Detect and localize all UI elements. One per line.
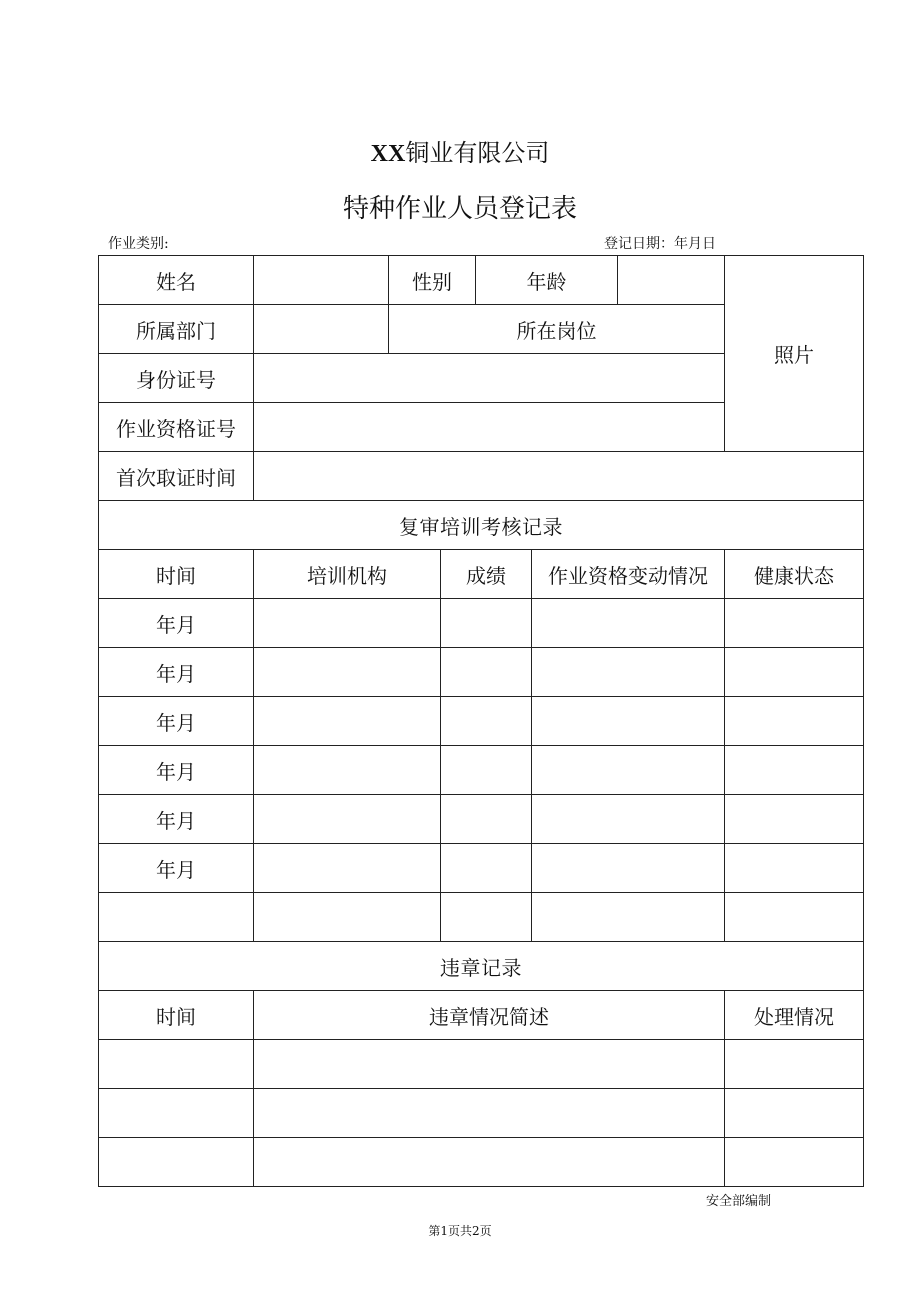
- violation-handling-cell[interactable]: [725, 1138, 864, 1187]
- training-row-date[interactable]: 年月: [99, 746, 254, 795]
- training-change-cell[interactable]: [532, 697, 725, 746]
- training-change-cell[interactable]: [532, 648, 725, 697]
- training-institution-cell[interactable]: [254, 746, 441, 795]
- training-score-cell[interactable]: [441, 795, 532, 844]
- violation-summary-cell[interactable]: [254, 1089, 725, 1138]
- training-institution-cell[interactable]: [254, 697, 441, 746]
- training-score-cell[interactable]: [441, 844, 532, 893]
- training-header-score: 成绩: [441, 550, 532, 599]
- training-institution-cell[interactable]: [254, 844, 441, 893]
- training-row-date[interactable]: 年月: [99, 599, 254, 648]
- training-health-cell[interactable]: [725, 893, 864, 942]
- gender-label: 性别: [389, 256, 476, 305]
- company-prefix: XX: [370, 141, 406, 167]
- training-institution-cell[interactable]: [254, 648, 441, 697]
- training-score-cell[interactable]: [441, 893, 532, 942]
- training-row-date[interactable]: 年月: [99, 648, 254, 697]
- name-field[interactable]: [254, 256, 389, 305]
- training-score-cell[interactable]: [441, 599, 532, 648]
- violation-handling-cell[interactable]: [725, 1089, 864, 1138]
- training-section-title: 复审培训考核记录: [99, 501, 864, 550]
- violation-summary-cell[interactable]: [254, 1040, 725, 1089]
- id-label: 身份证号: [99, 354, 254, 403]
- training-change-cell[interactable]: [532, 599, 725, 648]
- violation-row: [99, 1138, 864, 1187]
- training-institution-cell[interactable]: [254, 795, 441, 844]
- violation-header-summary: 违章情况简述: [254, 991, 725, 1040]
- compiled-by: 安全部编制: [706, 1194, 772, 1209]
- training-health-cell[interactable]: [725, 697, 864, 746]
- first-cert-label: 首次取证时间: [99, 452, 254, 501]
- training-score-cell[interactable]: [441, 648, 532, 697]
- violation-row: [99, 1040, 864, 1089]
- training-row: [99, 599, 864, 648]
- department-label: 所属部门: [99, 305, 254, 354]
- training-header-health: 健康状态: [725, 550, 864, 599]
- photo-cell[interactable]: 照片: [725, 256, 864, 452]
- training-row: [99, 893, 864, 942]
- training-row-date[interactable]: 年月: [99, 795, 254, 844]
- page-number: 第1页共2页: [428, 1224, 492, 1238]
- training-row-date[interactable]: 年月: [99, 844, 254, 893]
- training-row-date[interactable]: 年月: [99, 697, 254, 746]
- violation-time-cell[interactable]: [99, 1138, 254, 1187]
- training-health-cell[interactable]: [725, 648, 864, 697]
- training-row: [99, 795, 864, 844]
- training-header-time: 时间: [99, 550, 254, 599]
- violation-section-title: 违章记录: [99, 942, 864, 991]
- id-field[interactable]: [254, 354, 725, 403]
- cert-label: 作业资格证号: [99, 403, 254, 452]
- violation-time-cell[interactable]: [99, 1040, 254, 1089]
- company-suffix: 铜业有限公司: [405, 139, 550, 167]
- training-score-cell[interactable]: [441, 697, 532, 746]
- date-label: 登记日期：年月日: [604, 236, 716, 252]
- form-title: 特种作业人员登记表: [342, 194, 577, 224]
- category-label: 作业类别:: [108, 236, 169, 252]
- training-row: [99, 648, 864, 697]
- training-row: [99, 844, 864, 893]
- first-cert-field[interactable]: [254, 452, 864, 501]
- training-row: [99, 746, 864, 795]
- post-label: 所在岗位: [389, 305, 725, 354]
- training-health-cell[interactable]: [725, 599, 864, 648]
- cert-field[interactable]: [254, 403, 725, 452]
- training-institution-cell[interactable]: [254, 599, 441, 648]
- age-label: 年龄: [476, 256, 618, 305]
- violation-header-handling: 处理情况: [725, 991, 864, 1040]
- training-change-cell[interactable]: [532, 893, 725, 942]
- training-row: [99, 697, 864, 746]
- violation-summary-cell[interactable]: [254, 1138, 725, 1187]
- department-field[interactable]: [254, 305, 389, 354]
- age-field[interactable]: [618, 256, 725, 305]
- training-health-cell[interactable]: [725, 795, 864, 844]
- training-row-date[interactable]: [99, 893, 254, 942]
- training-change-cell[interactable]: [532, 746, 725, 795]
- training-change-cell[interactable]: [532, 844, 725, 893]
- registration-table: [98, 255, 864, 1187]
- violation-time-cell[interactable]: [99, 1089, 254, 1138]
- company-name: [0, 133, 920, 168]
- training-institution-cell[interactable]: [254, 893, 441, 942]
- training-health-cell[interactable]: [725, 746, 864, 795]
- training-health-cell[interactable]: [725, 844, 864, 893]
- training-header-qualification-change: 作业资格变动情况: [532, 550, 725, 599]
- name-label: 姓名: [99, 256, 254, 305]
- training-score-cell[interactable]: [441, 746, 532, 795]
- training-change-cell[interactable]: [532, 795, 725, 844]
- violation-row: [99, 1089, 864, 1138]
- violation-handling-cell[interactable]: [725, 1040, 864, 1089]
- violation-header-time: 时间: [99, 991, 254, 1040]
- training-header-institution: 培训机构: [254, 550, 441, 599]
